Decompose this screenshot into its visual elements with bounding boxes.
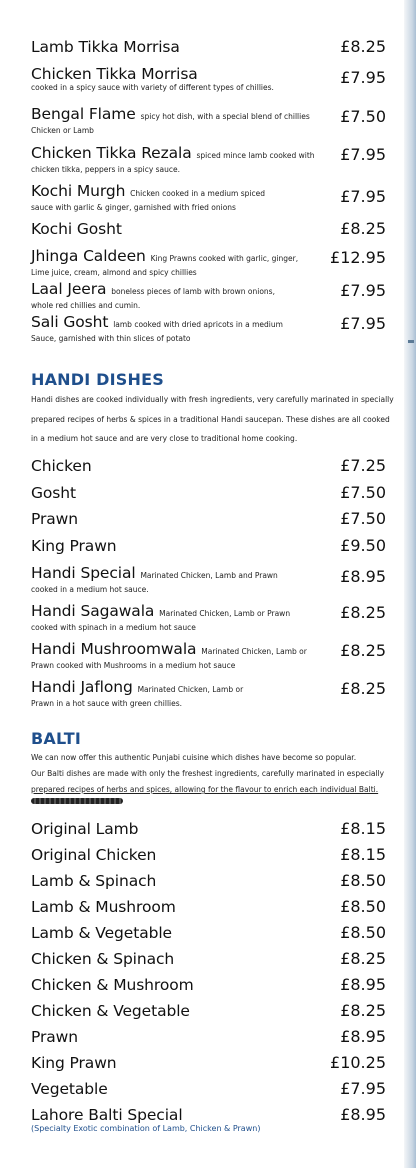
item-price: £7.95 bbox=[340, 145, 386, 164]
item-price: £8.25 bbox=[340, 219, 386, 238]
menu-item bbox=[31, 602, 386, 633]
item-name: Handi Special Marinated Chicken, Lamb and Prawn bbox=[31, 564, 278, 582]
menu-item bbox=[31, 484, 386, 502]
menu-item bbox=[31, 898, 386, 916]
item-price: £8.50 bbox=[340, 871, 386, 890]
menu-item bbox=[31, 924, 386, 942]
menu-item bbox=[31, 220, 386, 238]
item-name: Vegetable bbox=[31, 1080, 108, 1098]
item-price: £8.25 bbox=[340, 641, 386, 660]
intro-line: We can now offer this authentic Punjabi cuisine which dishes have become so popular. bbox=[31, 753, 357, 762]
menu-item bbox=[31, 976, 386, 994]
item-inline-description: spiced mince lamb cooked with bbox=[196, 151, 315, 160]
item-name: Prawn bbox=[31, 510, 78, 528]
item-name: Gosht bbox=[31, 484, 76, 502]
menu-item bbox=[31, 105, 386, 136]
item-inline-description: Marinated Chicken, Lamb and Prawn bbox=[140, 571, 278, 580]
menu-item bbox=[31, 1002, 386, 1020]
section-heading-balti: BALTI bbox=[31, 729, 81, 748]
menu-item bbox=[31, 820, 386, 838]
menu-item bbox=[31, 1054, 386, 1072]
item-price: £7.50 bbox=[340, 107, 386, 126]
item-price: £8.95 bbox=[340, 1105, 386, 1124]
balti-intro bbox=[31, 750, 385, 798]
item-name: King Prawn bbox=[31, 537, 117, 555]
menu-item bbox=[31, 678, 386, 709]
menu-item bbox=[31, 1028, 386, 1046]
item-name: Handi Jaflong Marinated Chicken, Lamb or bbox=[31, 678, 244, 696]
redacted-scribble bbox=[31, 798, 123, 804]
menu-item bbox=[31, 950, 386, 968]
item-description: (Specialty Exotic combination of Lamb, Chicken & Prawn) bbox=[31, 1124, 261, 1133]
item-name: Chicken Tikka Rezala spiced mince lamb cooked with bbox=[31, 144, 315, 162]
edge-mark bbox=[408, 340, 414, 343]
menu-item bbox=[31, 38, 386, 56]
item-price: £10.25 bbox=[330, 1053, 386, 1072]
item-name: King Prawn bbox=[31, 1054, 117, 1072]
item-price: £12.95 bbox=[330, 248, 386, 267]
menu-item bbox=[31, 144, 386, 175]
menu-item bbox=[31, 65, 386, 93]
item-name: Jhinga Caldeen King Prawns cooked with garlic, ginger, bbox=[31, 247, 299, 265]
item-name: Lamb & Mushroom bbox=[31, 898, 176, 916]
item-name: Original Lamb bbox=[31, 820, 139, 838]
menu-item bbox=[31, 872, 386, 890]
item-name: Chicken Tikka Morrisa bbox=[31, 65, 198, 83]
item-description: chicken tikka, peppers in a spicy sauce. bbox=[31, 165, 181, 174]
menu-item bbox=[31, 846, 386, 864]
menu-item bbox=[31, 280, 386, 311]
item-description: cooked in a spicy sauce with variety of different types of chillies. bbox=[31, 83, 274, 92]
item-price: £8.25 bbox=[340, 949, 386, 968]
section-heading-handi: HANDI DISHES bbox=[31, 370, 164, 389]
item-price: £8.50 bbox=[340, 897, 386, 916]
item-price: £7.95 bbox=[340, 68, 386, 87]
item-price: £8.15 bbox=[340, 819, 386, 838]
menu-item bbox=[31, 510, 386, 528]
item-price: £8.25 bbox=[340, 603, 386, 622]
item-price: £8.25 bbox=[340, 1001, 386, 1020]
item-name: Original Chicken bbox=[31, 846, 157, 864]
item-name: Bengal Flame spicy hot dish, with a special blend of chillies bbox=[31, 105, 310, 123]
intro-line: prepared recipes of herbs and spices, allowing for the flavour to enrich each individual Balti. bbox=[31, 785, 379, 794]
item-name: Handi Mushroomwala Marinated Chicken, Lamb or bbox=[31, 640, 307, 658]
item-price: £8.25 bbox=[340, 37, 386, 56]
item-inline-description: spicy hot dish, with a special blend of chillies bbox=[140, 112, 310, 121]
item-inline-description: Marinated Chicken, Lamb or bbox=[137, 685, 244, 694]
item-description: Prawn in a hot sauce with green chillies. bbox=[31, 699, 183, 708]
item-price: £8.95 bbox=[340, 1027, 386, 1046]
menu-item bbox=[31, 247, 386, 278]
item-inline-description: Marinated Chicken, Lamb or Prawn bbox=[159, 609, 291, 618]
item-name: Chicken & Spinach bbox=[31, 950, 175, 968]
item-inline-description: King Prawns cooked with garlic, ginger, bbox=[150, 254, 299, 263]
item-price: £8.50 bbox=[340, 923, 386, 942]
intro-line: prepared recipes of herbs & spices in a traditional Handi saucepan. These dishes are all cooked bbox=[31, 414, 390, 424]
item-name: Sali Gosht lamb cooked with dried apricots in a medium bbox=[31, 313, 283, 331]
menu-item bbox=[31, 1106, 386, 1134]
item-price: £9.50 bbox=[340, 536, 386, 555]
item-price: £7.25 bbox=[340, 456, 386, 475]
intro-line: Our Balti dishes are made with only the freshest ingredients, carefully marinated in especially bbox=[31, 769, 385, 778]
item-inline-description: Chicken cooked in a medium spiced bbox=[130, 189, 265, 198]
item-name: Lamb & Vegetable bbox=[31, 924, 172, 942]
item-name: Handi Sagawala Marinated Chicken, Lamb or Prawn bbox=[31, 602, 291, 620]
menu-item bbox=[31, 1080, 386, 1098]
item-description: Prawn cooked with Mushrooms in a medium hot sauce bbox=[31, 661, 236, 670]
item-price: £7.95 bbox=[340, 314, 386, 333]
item-inline-description: lamb cooked with dried apricots in a medium bbox=[113, 320, 283, 329]
item-name: Chicken & Vegetable bbox=[31, 1002, 190, 1020]
item-price: £7.95 bbox=[340, 281, 386, 300]
item-price: £8.25 bbox=[340, 679, 386, 698]
menu-item bbox=[31, 182, 386, 213]
item-inline-description: boneless pieces of lamb with brown onions, bbox=[111, 287, 275, 296]
menu-item bbox=[31, 313, 386, 344]
item-price: £7.95 bbox=[340, 1079, 386, 1098]
item-name: Prawn bbox=[31, 1028, 78, 1046]
item-price: £8.95 bbox=[340, 975, 386, 994]
item-description: Chicken or Lamb bbox=[31, 126, 94, 135]
menu-item bbox=[31, 564, 386, 595]
item-name: Laal Jeera boneless pieces of lamb with brown onions, bbox=[31, 280, 275, 298]
item-description: cooked with spinach in a medium hot sauce bbox=[31, 623, 196, 632]
item-name: Chicken bbox=[31, 457, 92, 475]
item-name: Kochi Murgh Chicken cooked in a medium spiced bbox=[31, 182, 265, 200]
item-name: Kochi Gosht bbox=[31, 220, 122, 238]
item-name: Lamb Tikka Morrisa bbox=[31, 38, 180, 56]
item-name: Lahore Balti Special bbox=[31, 1106, 183, 1124]
item-name: Lamb & Spinach bbox=[31, 872, 157, 890]
item-name: Chicken & Mushroom bbox=[31, 976, 194, 994]
handi-intro bbox=[31, 390, 394, 449]
item-price: £7.50 bbox=[340, 509, 386, 528]
intro-line: in a medium hot sauce and are very close to traditional home cooking. bbox=[31, 434, 298, 443]
item-inline-description: Marinated Chicken, Lamb or bbox=[201, 647, 307, 656]
item-price: £8.95 bbox=[340, 567, 386, 586]
item-description: Lime juice, cream, almond and spicy chillies bbox=[31, 268, 197, 277]
item-description: whole red chillies and cumin. bbox=[31, 301, 141, 310]
menu-item bbox=[31, 640, 386, 671]
item-description: sauce with garlic & ginger, garnished with fried onions bbox=[31, 203, 236, 212]
menu-item bbox=[31, 537, 386, 555]
item-price: £7.50 bbox=[340, 483, 386, 502]
item-description: Sauce, garnished with thin slices of potato bbox=[31, 334, 191, 343]
page-edge bbox=[404, 0, 416, 1168]
menu-item bbox=[31, 457, 386, 475]
item-description: cooked in a medium hot sauce. bbox=[31, 585, 149, 594]
item-price: £7.95 bbox=[340, 187, 386, 206]
intro-line: Handi dishes are cooked individually with fresh ingredients, very carefully marinated in specially bbox=[31, 395, 394, 404]
item-price: £8.15 bbox=[340, 845, 386, 864]
